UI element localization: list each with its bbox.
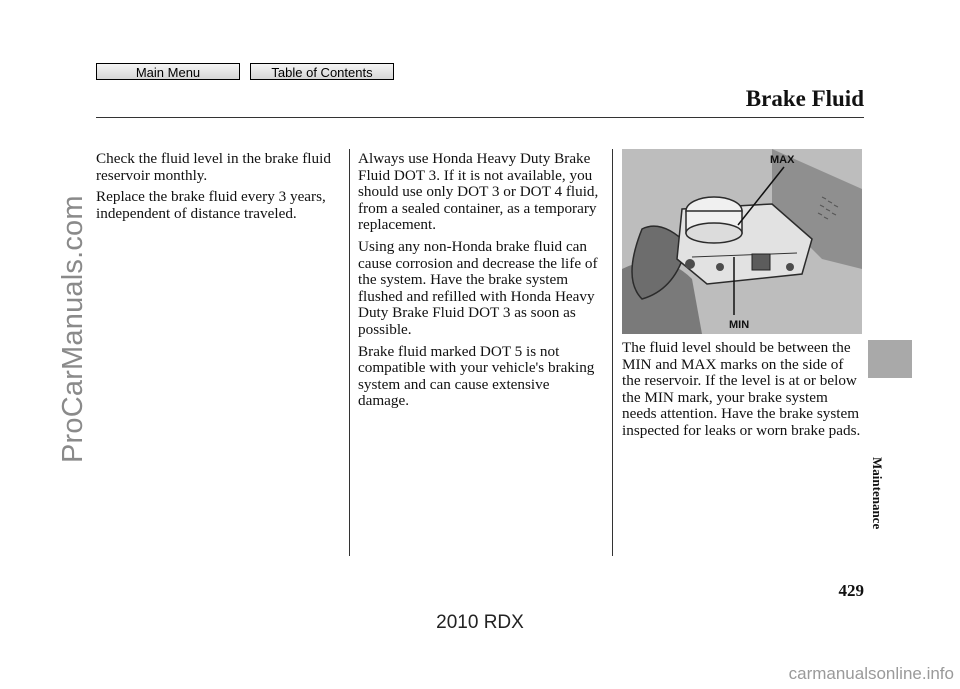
- paragraph-check-level: Check the fluid level in the brake fluid reservoir monthly.: [96, 150, 331, 184]
- engine-bay-illustration: [622, 149, 862, 334]
- text-column-1: [96, 151, 344, 227]
- side-watermark: ProCarManuals.com: [57, 195, 89, 463]
- max-mark-label: MAX: [770, 154, 795, 166]
- table-of-contents-button[interactable]: Table of Contents: [250, 63, 394, 80]
- paragraph-dot5-warning: Brake fluid marked DOT 5 is not compatible with your vehicle's braking system and can cause extensive damage.: [358, 342, 595, 410]
- page-title: Brake Fluid: [745, 86, 864, 111]
- column-divider-2: [612, 149, 613, 556]
- paragraph-fluid-type: Always use Honda Heavy Duty Brake Fluid DOT 3. If it is not available, you should use only DOT 3 or DOT 4 fluid, from a sealed container, as a temporary replacement.: [358, 150, 599, 234]
- paragraph-non-honda-warning: Using any non-Honda brake fluid can cause corrosion and decrease the life of the system. Have the brake system flushed and refilled with Honda Heavy Duty Brake Fluid DOT 3 as soon as possible.: [358, 237, 598, 338]
- paragraph-level-check: The fluid level should be between the MIN and MAX marks on the side of the reservoir. If the level is at or below the MIN mark, your brake system needs attention. Have the brake system inspected for leaks or worn brake pads.: [622, 339, 861, 439]
- section-tab: [868, 340, 912, 378]
- brake-reservoir-photo: [622, 149, 862, 334]
- column-divider-1: [349, 149, 350, 556]
- paragraph-replace-interval: Replace the brake fluid every 3 years, independent of distance traveled.: [96, 188, 326, 222]
- min-mark-label: MIN: [729, 319, 750, 331]
- bottom-watermark: carmanualsonline.info: [788, 664, 954, 683]
- text-column-3: [622, 340, 864, 445]
- model-footer: 2010 RDX: [436, 612, 524, 633]
- section-side-label: Maintenance: [870, 457, 885, 530]
- text-column-2: [358, 151, 604, 415]
- page-number: 429: [838, 581, 864, 600]
- title-divider: [96, 117, 864, 118]
- main-menu-button[interactable]: Main Menu: [96, 63, 240, 80]
